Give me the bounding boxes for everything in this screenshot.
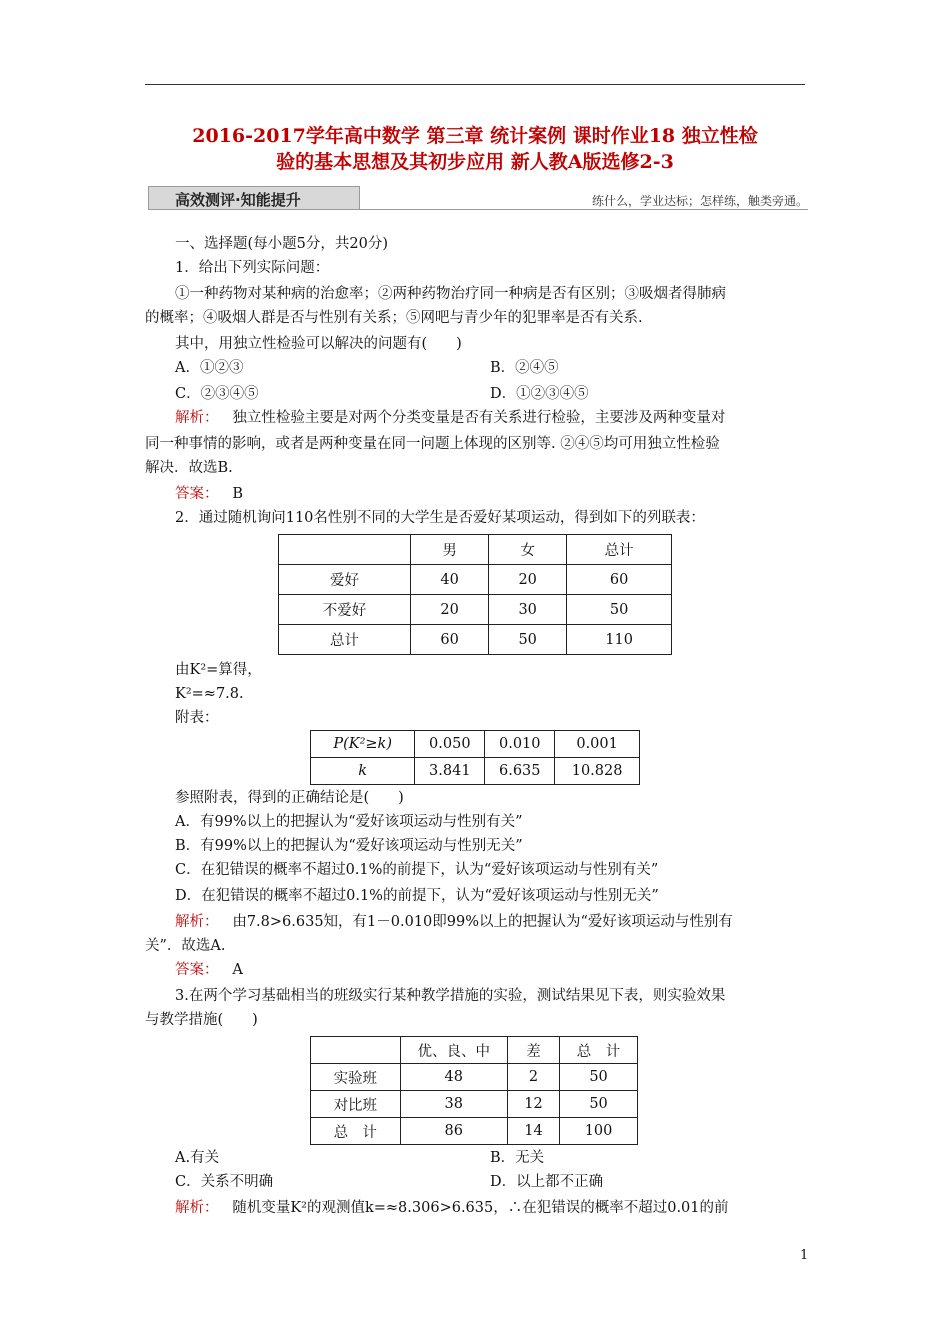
table-cell: 50 [560, 1091, 638, 1118]
q1-analysis-line-2: 同一种事情的影响，或者是两种变量在同一问题上体现的区别等. ②④⑤均可用独立性检验 [145, 436, 720, 452]
table-cell: 2 [507, 1064, 559, 1091]
table-cell: 48 [400, 1064, 507, 1091]
q1-answer [175, 484, 243, 504]
table-cell: 不爱好 [279, 595, 411, 625]
table-row [279, 565, 672, 595]
q2-option-d: D．在犯错误的概率不超过0.1%的前提下，认为“爱好该项运动与性别无关” [175, 888, 659, 904]
table-row [311, 1064, 638, 1091]
analysis-label: 解析： [175, 1200, 219, 1216]
table-cell: 60 [567, 565, 672, 595]
q1-option-d: D．①②③④⑤ [490, 386, 589, 402]
table-cell: 男 [411, 535, 489, 565]
table-row [311, 731, 640, 758]
q1-option-b: B．②④⑤ [490, 360, 559, 376]
q3-stem-line-1: 3.在两个学习基础相当的班级实行某种教学措施的实验，测试结果见下表，则实验效果 [175, 988, 726, 1004]
page-number: 1 [800, 1248, 809, 1263]
table-cell: 0.050 [415, 731, 485, 758]
q2-line-3: 附表： [175, 710, 219, 726]
table-cell: 40 [411, 565, 489, 595]
analysis-label: 解析： [175, 914, 219, 930]
table-row [279, 625, 672, 655]
table-cell: 50 [560, 1064, 638, 1091]
table-row [311, 1118, 638, 1145]
table-cell: 女 [489, 535, 567, 565]
table-cell: 实验班 [311, 1064, 401, 1091]
title-line-2: 验的基本思想及其初步应用 新人教A版选修2-3 [276, 151, 674, 173]
q1-line-3: 其中，用独立性检验可以解决的问题有( ) [175, 336, 462, 352]
table-header-row [311, 1037, 638, 1064]
analysis-label: 解析： [175, 410, 219, 426]
table-cell: 总计 [279, 625, 411, 655]
q2-answer [175, 960, 243, 980]
answer-value: A [232, 962, 243, 978]
analysis-text: 随机变量K²的观测值k=≈8.306>6.635，∴在犯错误的概率不超过0.01的前 [232, 1200, 729, 1216]
q1-line-2: 的概率；④吸烟人群是否与性别有关系；⑤网吧与青少年的犯罪率是否有关系. [145, 310, 643, 326]
q2-line-4: 参照附表，得到的正确结论是( ) [175, 790, 404, 806]
answer-label: 答案： [175, 962, 219, 978]
q2-analysis-line-1 [175, 912, 733, 932]
q1-line-1: ①一种药物对某种病的治愈率；②两种药物治疗同一种病是否有区别；③吸烟者得肺病 [175, 286, 726, 302]
table-cell: 6.635 [485, 758, 555, 785]
q2-option-c: C．在犯错误的概率不超过0.1%的前提下，认为“爱好该项运动与性别有关” [175, 862, 659, 878]
banner-box [148, 186, 360, 210]
table-row [311, 758, 640, 785]
table-cell: 12 [507, 1091, 559, 1118]
table-cell: 14 [507, 1118, 559, 1145]
q2-line-2: K²=≈7.8. [175, 686, 244, 702]
table-cell: 对比班 [311, 1091, 401, 1118]
table-cell: 50 [489, 625, 567, 655]
table-cell: 总计 [567, 535, 672, 565]
q1-analysis-line-1 [175, 408, 725, 428]
table-cell: 差 [507, 1037, 559, 1064]
table-cell: 50 [567, 595, 672, 625]
q1-option-a: A．①②③ [175, 360, 244, 376]
table-header-row [279, 535, 672, 565]
table-cell: 20 [489, 565, 567, 595]
analysis-text: 独立性检验主要是对两个分类变量是否有关系进行检验，主要涉及两种变量对 [232, 410, 726, 426]
q2-reference-table [310, 730, 640, 785]
table-cell: 110 [567, 625, 672, 655]
q2-line-1: 由K²=算得， [175, 662, 262, 678]
table-cell: 30 [489, 595, 567, 625]
q1-stem: 1．给出下列实际问题： [175, 260, 330, 276]
q3-stem-line-2: 与教学措施( ) [145, 1012, 258, 1028]
table-cell: 38 [400, 1091, 507, 1118]
table-row [279, 595, 672, 625]
title-line-1: 2016-2017学年高中数学 第三章 统计案例 课时作业18 独立性检 [192, 125, 758, 147]
top-rule [145, 84, 805, 85]
q2-contingency-table [278, 534, 672, 655]
q3-analysis-line-1 [175, 1198, 729, 1218]
answer-value: B [232, 486, 243, 502]
table-cell: 总 计 [311, 1118, 401, 1145]
table-cell: 0.010 [485, 731, 555, 758]
q3-option-d: D．以上都不正确 [490, 1174, 604, 1190]
table-cell: 20 [411, 595, 489, 625]
table-cell: 优、良、中 [400, 1037, 507, 1064]
q2-stem: 2．通过随机询问110名性别不同的大学生是否爱好某项运动，得到如下的列联表： [175, 510, 705, 526]
section-banner [148, 186, 808, 212]
table-cell: 0.001 [555, 731, 640, 758]
q2-analysis-line-2: 关”．故选A. [145, 938, 226, 954]
table-cell: 10.828 [555, 758, 640, 785]
q1-option-c: C．②③④⑤ [175, 386, 259, 402]
table-cell [279, 535, 411, 565]
q3-option-a: A.有关 [175, 1150, 220, 1166]
table-cell: 86 [400, 1118, 507, 1145]
banner-rule [360, 209, 808, 210]
table-cell: 100 [560, 1118, 638, 1145]
q2-option-a: A．有99%以上的把握认为“爱好该项运动与性别有关” [175, 814, 523, 830]
q1-analysis-line-3: 解决．故选B. [145, 460, 233, 476]
q2-option-b: B．有99%以上的把握认为“爱好该项运动与性别无关” [175, 838, 523, 854]
table-row [311, 1091, 638, 1118]
q3-option-b: B．无关 [490, 1150, 545, 1166]
banner-label: 高效测评·知能提升 [175, 191, 301, 209]
q3-option-c: C．关系不明确 [175, 1174, 274, 1190]
table-cell: k [311, 758, 415, 785]
table-cell [311, 1037, 401, 1064]
table-cell: 60 [411, 625, 489, 655]
table-cell: P(K²≥k) [311, 731, 415, 758]
section-heading: 一、选择题(每小题5分，共20分) [175, 236, 388, 252]
table-cell: 总 计 [560, 1037, 638, 1064]
q3-results-table [310, 1036, 638, 1145]
answer-label: 答案： [175, 486, 219, 502]
table-cell: 爱好 [279, 565, 411, 595]
analysis-text: 由7.8>6.635知，有1－0.010即99%以上的把握认为“爱好该项运动与性别有 [232, 914, 733, 930]
table-cell: 3.841 [415, 758, 485, 785]
banner-slogan: 练什么，学业达标；怎样练，触类旁通。 [591, 194, 808, 208]
